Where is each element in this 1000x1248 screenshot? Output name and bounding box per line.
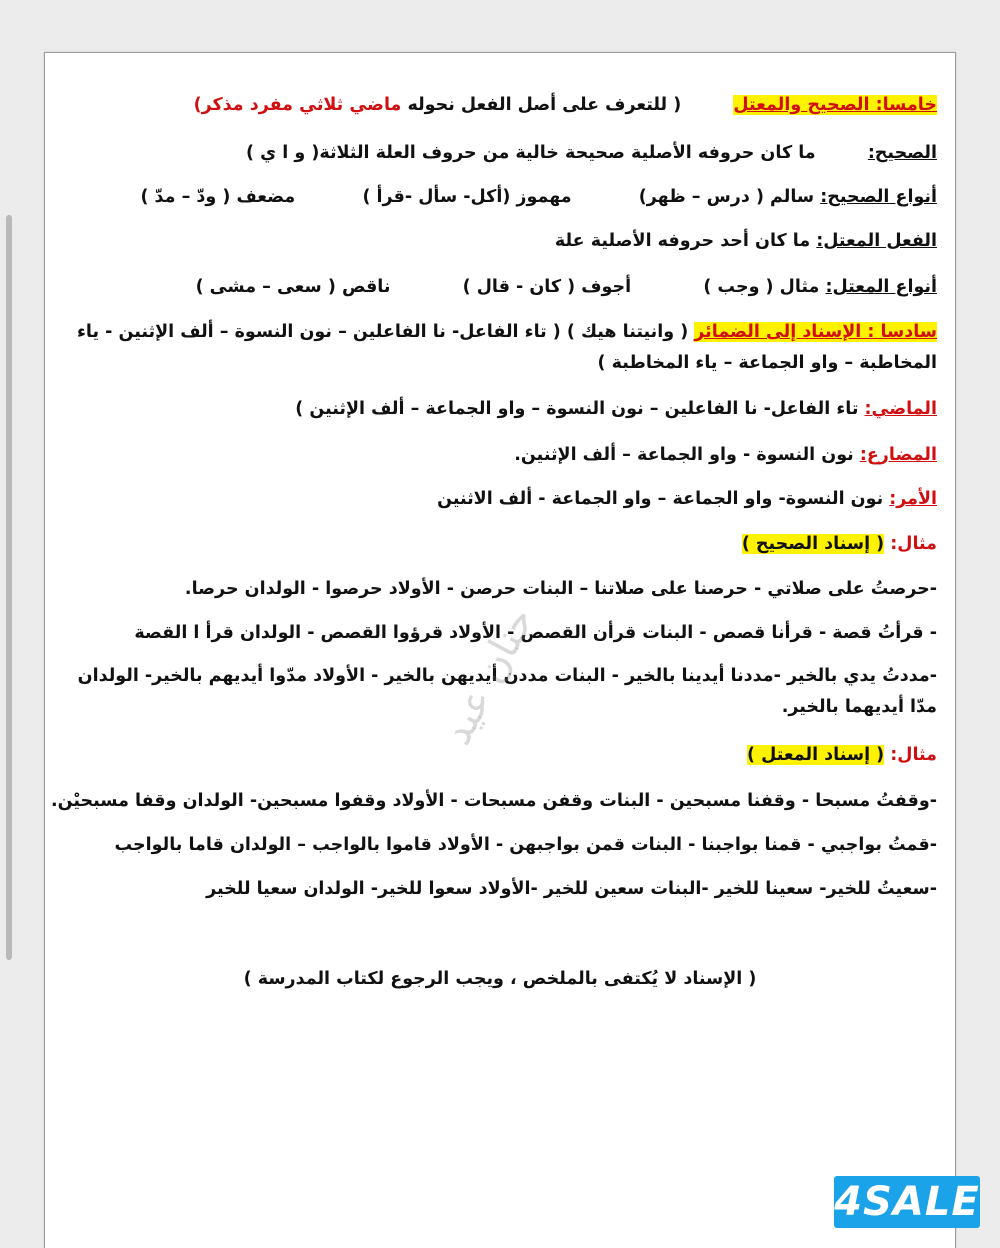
example-2-label: مثال: (890, 745, 937, 765)
madi-line (65, 395, 937, 423)
section-5-heading: خامسا: الصحيح والمعتل (733, 95, 937, 115)
section-5-note-red: ماضي ثلاثي مفرد مذكر) (193, 95, 402, 115)
example-2-title: ( إسناد المعتل ) (747, 745, 885, 765)
sahih-types-label: أنواع الصحيح: (820, 187, 937, 207)
sahih-label: الصحيح: (867, 143, 937, 163)
example-1-line: -مددتُ يدي بالخير -مددنا أيدينا بالخير - البنات مددن أيديهن بالخير - الأولاد مدّوا أيديهم بالخير- الولدان مدّا أيديهما بالخير. (77, 666, 937, 717)
mutal-line (65, 227, 937, 255)
example-1-label: مثال: (890, 534, 937, 554)
amr-text: نون النسوة- واو الجماعة – واو الجماعة - ألف الاثنين (437, 489, 884, 509)
section-6-line (65, 317, 937, 378)
madi-label: الماضي: (864, 399, 937, 419)
mutal-types-label: أنواع المعتل: (825, 277, 937, 297)
4sale-logo: 4SALE (834, 1176, 980, 1228)
section-5-line (65, 91, 937, 119)
example-1-line: -حرصتُ على صلاتي - حرصنا على صلاتنا – البنات حرصن - الأولاد حرصوا - الولدان حرصا. (184, 579, 937, 599)
section-6-text: ( وانيتنا هيك ) ( تاء الفاعل- نا الفاعلين – نون النسوة – ألف الإثنين - ياء المخاطبة – واو الجماعة – ياء المخاطبة ) (76, 322, 937, 373)
example-2-line: -سعيتُ للخير- سعينا للخير -البنات سعين للخير -الأولاد سعوا للخير- الولدان سعيا للخير (206, 879, 937, 899)
section-6-heading: سادسا : الإسناد إلى الضمائر (694, 322, 937, 342)
sahih-line (65, 139, 937, 167)
scrollbar[interactable] (6, 215, 12, 960)
example-2-title-line (65, 741, 937, 769)
document-page (44, 52, 956, 1248)
mutal-types-line (65, 273, 937, 301)
example-2-line: -قمتُ بواجبي - قمنا بواجبنا - البنات قمن بواجبهن - الأولاد قاموا بالواجب – الولدان قاما بالواجب (114, 835, 937, 855)
mutal-type-naqis: ناقص ( سعى – مشى ) (195, 277, 391, 297)
handwritten-watermark: حنان عيد (433, 599, 545, 753)
mutal-type-ajwaf: أجوف ( كان - قال ) (462, 277, 632, 297)
example-1-title-line (65, 530, 937, 558)
section-5-note: ( للتعرف على أصل الفعل نحوله (407, 95, 682, 115)
mutal-definition: ما كان أحد حروفه الأصلية علة (554, 231, 811, 251)
amr-line (65, 485, 937, 513)
sahih-definition: ما كان حروفه الأصلية صحيحة خالية من حروف العلة الثلاثة( و ا ي ) (246, 143, 816, 163)
sahih-types-line (65, 183, 937, 211)
example-1-title: ( إسناد الصحيح ) (741, 534, 885, 554)
sahih-type-mudaaf: مضعف ( ودّ – مدّ ) (140, 187, 296, 207)
mudari-line (65, 441, 937, 469)
footer-note: ( الإسناد لا يُكتفى بالملخص ، ويجب الرجوع لكتاب المدرسة ) (243, 969, 757, 989)
amr-label: الأمر: (889, 489, 937, 509)
mutal-type-mithal: مثال ( وجب ) (703, 277, 820, 297)
sahih-type-mahmouz: مهموز (أكل- سأل -قرأ ) (362, 187, 572, 207)
mutal-label: الفعل المعتل: (816, 231, 937, 251)
example-2-line: -وقفتُ مسبحا - وقفنا مسبحين - البنات وقفن مسبحات - الأولاد وقفوا مسبحين- الولدان وقفا مسبحيْن. (50, 791, 937, 811)
example-1-line: - قرأتُ قصة - قرأنا قصص - البنات قرأن القصص - الأولاد قرؤوا القصص - الولدان قرأ ا القصة (134, 623, 937, 643)
sahih-type-salim: سالم ( درس – ظهر) (638, 187, 815, 207)
mudari-text: نون النسوة - واو الجماعة – ألف الإثنين. (514, 445, 854, 465)
madi-text: تاء الفاعل- نا الفاعلين – نون النسوة – واو الجماعة – ألف الإثنين ) (295, 399, 859, 419)
mudari-label: المضارع: (859, 445, 937, 465)
